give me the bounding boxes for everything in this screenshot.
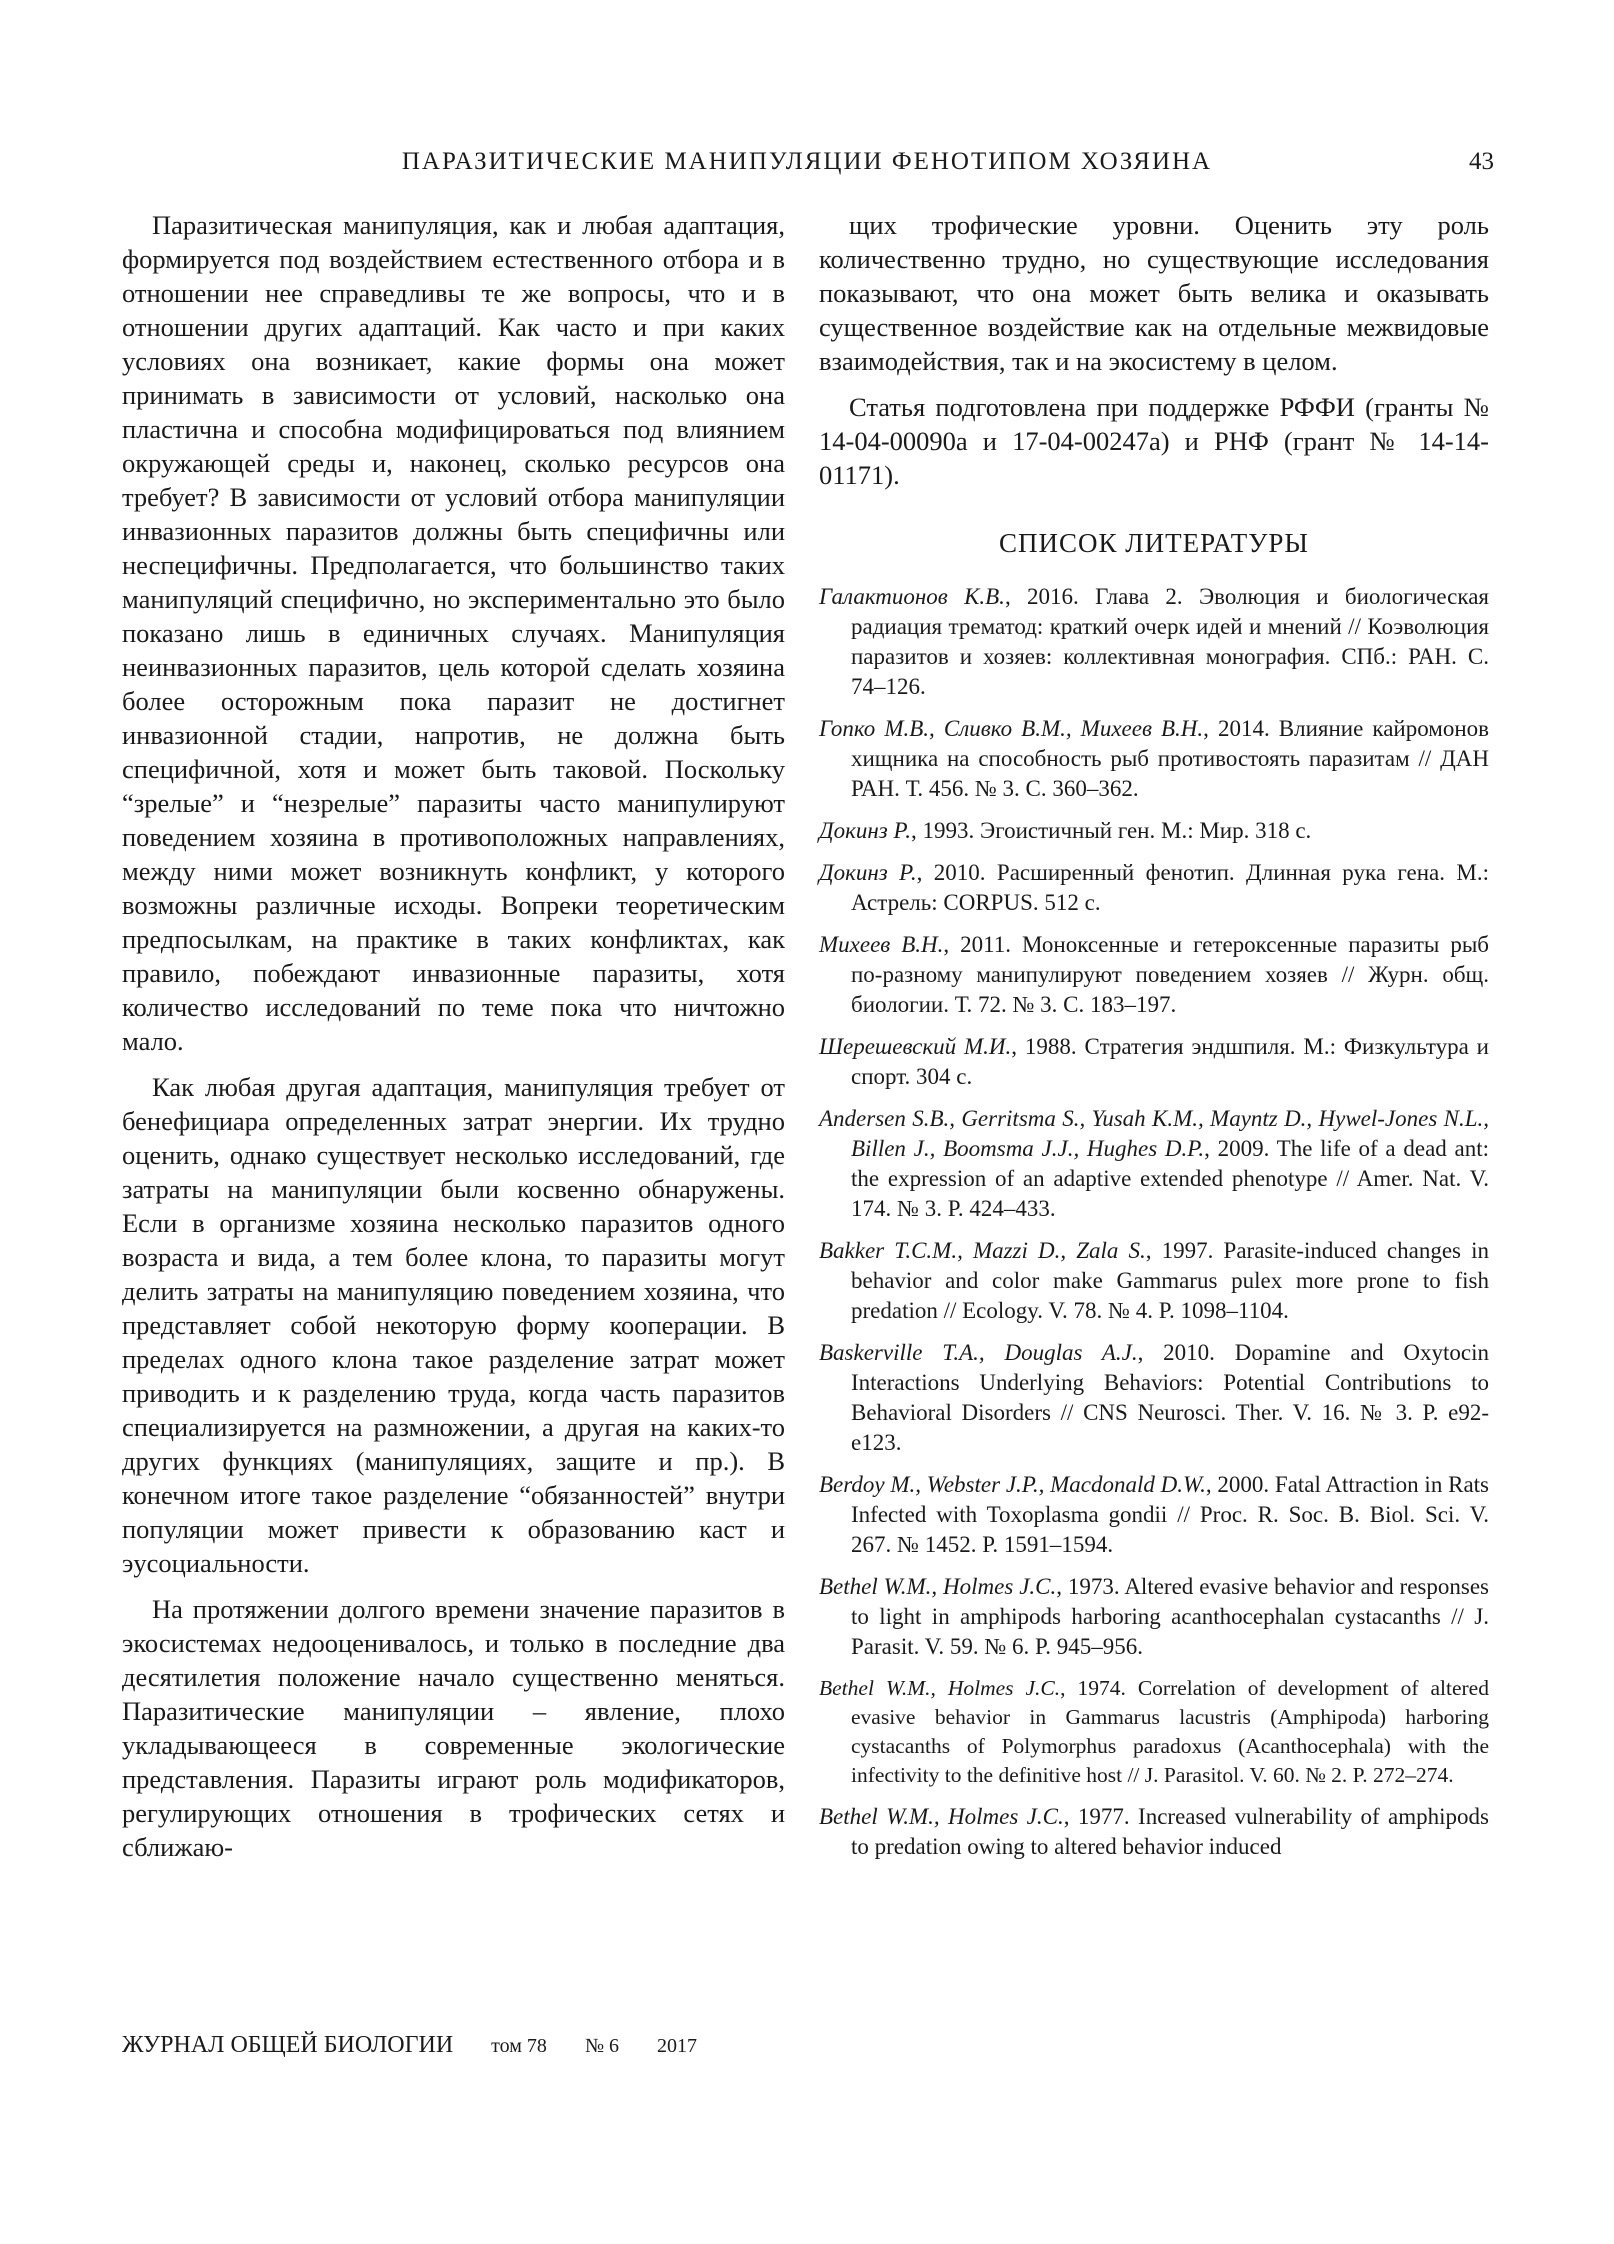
running-header: [120, 148, 1494, 188]
reference-item: [819, 1802, 1489, 1862]
reference-item: [819, 1338, 1489, 1458]
left-column: [122, 208, 785, 1876]
reference-authors: Докинз Р.: [819, 818, 912, 843]
reference-item: [819, 1236, 1489, 1326]
journal-issue: № 6: [584, 2035, 620, 2057]
reference-details: , 1974. Correlation of development of altered evasive behavior in Gammarus lacustris (Amphipoda) harboring cystacanths of Polymorphus paradoxus (Acanthocephala) with the infectivity to the definitive host // J. Parasitol. V. 60. № 2. P. 272–274.: [851, 1676, 1489, 1787]
reference-authors: Гопко М.В., Сливко В.М., Михеев В.Н.: [819, 716, 1204, 741]
reference-details: , 2014. Влияние кайромонов хищника на способность рыб противостоять паразитам // ДАН РАН. Т. 456. № 3. С. 360–362.: [851, 716, 1489, 801]
journal-volume: том 78: [491, 2035, 547, 2057]
acknowledgement-paragraph: Статья подготовлена при поддержке РФФИ (гранты № 14-04-00090а и 17-04-00247а) и РНФ (грант № 14-14-01171).: [819, 392, 1489, 490]
reference-item: [819, 1470, 1489, 1560]
reference-authors: Галактионов К.В.: [819, 584, 1005, 609]
page-footer: [122, 2032, 729, 2059]
reference-item: [819, 1032, 1489, 1092]
reference-authors: Baskerville T.A., Douglas A.J.: [819, 1340, 1138, 1365]
journal-name: ЖУРНАЛ ОБЩЕЙ БИОЛОГИИ: [122, 2032, 454, 2058]
reference-details: , 1977. Increased vulnerability of amphipods to predation owing to altered behavior induced: [851, 1804, 1489, 1859]
body-paragraph: Паразитическая манипуляция, как и любая адаптация, формируется под воздействием естественного отбора и в отношении нее справедливы те же вопросы, что и в отношении других адаптаций. Как часто и при каких условиях она возникает, какие формы она может принимать в зависимости от условий, насколько она пластична и способна модифицироваться под влиянием окружающей среды и, наконец, сколько ресурсов она требует? В зависимости от условий отбора манипуляции инвазионных паразитов должны быть специфичны или неспецифичны. Предполагается, что большинство таких манипуляций специфично, но экспериментально это было показано лишь в единичных случаях. Манипуляция неинвазионных паразитов, цель которой сделать хозяина более осторожным пока паразит не достигнет инвазионной стадии, напротив, не должна быть специфичной, хотя и может быть таковой. Поскольку “зрелые” и “незрелые” паразиты часто манипулируют поведением хозяина в противоположных направлениях, между ними может возникнуть конфликт, у которого возможны различные исходы. Вопреки теоретическим предпосылкам, на практике в таких конфликтах, как правило, побеждают инвазионные паразиты, хотя количество исследований по теме пока что ничтожно мало.: [122, 210, 785, 1056]
reference-item: [819, 858, 1489, 918]
body-paragraph: На протяжении долгого времени значение паразитов в экосистемах недооценивалось, и только в последние два десятилетия положение начало существенно меняться. Паразитические манипуляции – явление, плохо укладывающееся в современные экологические представления. Паразиты играют роль модификаторов, регулирующих отношения в трофических сетях и сближаю-: [122, 1594, 785, 1862]
references-heading: СПИСОК ЛИТЕРАТУРЫ: [999, 528, 1309, 558]
reference-item: [819, 930, 1489, 1020]
reference-list: [819, 582, 1489, 1862]
reference-authors: Bakker T.C.M., Mazzi D., Zala S.: [819, 1238, 1146, 1263]
journal-year: 2017: [657, 2035, 698, 2057]
reference-details: , 1997. Parasite-induced changes in behavior and color make Gammarus pulex more prone to fish predation // Ecology. V. 78. № 4. P. 1098–1104.: [851, 1238, 1490, 1323]
reference-authors: Bethel W.M., Holmes J.C.: [819, 1574, 1057, 1599]
reference-authors: Bethel W.M., Holmes J.C.: [819, 1804, 1064, 1829]
body-paragraph: щих трофические уровни. Оценить эту роль количественно трудно, но существующие исследования показывают, что она может быть велика и оказывать существенное воздействие как на отдельные межвидовые взаимодействия, так и на экосистему в целом.: [819, 210, 1489, 376]
reference-authors: Докинз Р.: [819, 860, 917, 885]
reference-details: , 2009. The life of a dead ant: the expression of an adaptive extended phenotype // Amer. Nat. V. 174. № 3. P. 424–433.: [851, 1136, 1489, 1221]
reference-details: , 2016. Глава 2. Эволюция и биологическая радиация трематод: краткий очерк идей и мнений // Коэволюция паразитов и хозяев: коллективная монография. СПб.: РАН. С. 74–126.: [851, 584, 1489, 699]
reference-item: [819, 714, 1489, 804]
reference-details: , 1973. Altered evasive behavior and responses to light in amphipods harboring acanthocephalan cystacanths // J. Parasit. V. 59. № 6. P. 945–956.: [851, 1574, 1489, 1659]
reference-item: [819, 1104, 1489, 1224]
reference-details: , 2011. Моноксенные и гетероксенные паразиты рыб по-разному манипулируют поведением хозяев // Журн. общ. биологии. Т. 72. № 3. С. 183–197.: [851, 932, 1489, 1017]
reference-details: , 2010. Dopamine and Oxytocin Interactions Underlying Behaviors: Potential Contributions to Behavioral Disorders // CNS Neurosci. Ther. V. 16. № 3. P. e92-e123.: [851, 1340, 1489, 1455]
reference-item: [819, 1572, 1489, 1662]
body-paragraph: Как любая другая адаптация, манипуляция требует от бенефициара определенных затрат энергии. Их трудно оценить, однако существует несколько исследований, где затраты на манипуляции были косвенно обнаружены. Если в организме хозяина несколько паразитов одного возраста и вида, а тем более клона, то паразиты могут делить затраты на манипуляцию поведением хозяина, что представляет собой некоторую форму кооперации. В пределах одного клона такое разделение затрат может приводить и к разделению труда, когда часть паразитов специализируется на размножении, а другая на каких-то других функциях (манипуляциях, защите и пр.). В конечном итоге такое разделение “обязанностей” внутри популяции может привести к образованию каст и эусоциальности.: [122, 1072, 785, 1578]
reference-details: , 1988. Стратегия эндшпиля. М.: Физкультура и спорт. 304 с.: [851, 1034, 1489, 1089]
reference-item: [819, 1674, 1489, 1790]
reference-authors: Михеев В.Н.: [819, 932, 944, 957]
reference-details: , 2010. Расширенный фенотип. Длинная рука гена. М.: Астрель: CORPUS. 512 с.: [851, 860, 1489, 915]
running-title: ПАРАЗИТИЧЕСКИЕ МАНИПУЛЯЦИИ ФЕНОТИПОМ ХОЗЯИНА: [401, 148, 1213, 175]
reference-authors: Шерешевский М.И.: [819, 1034, 1012, 1059]
reference-details: , 2000. Fatal Attraction in Rats Infected with Toxoplasma gondii // Proc. R. Soc. B. Biol. Sci. V. 267. № 1452. P. 1591–1594.: [851, 1472, 1489, 1557]
reference-authors: Andersen S.B., Gerritsma S., Yusah K.M., Mayntz D., Hywel-Jones N.L., Billen J., Boomsma J.J., Hughes D.P.: [819, 1106, 1489, 1161]
reference-details: , 1993. Эгоистичный ген. М.: Мир. 318 с.: [911, 818, 1312, 843]
reference-authors: Berdoy M., Webster J.P., Macdonald D.W.: [819, 1472, 1206, 1497]
reference-item: [819, 816, 1489, 846]
page-number: 43: [1469, 148, 1494, 175]
reference-authors: Bethel W.M., Holmes J.C.: [819, 1676, 1061, 1700]
reference-item: [819, 582, 1489, 702]
right-column: [819, 208, 1489, 1874]
